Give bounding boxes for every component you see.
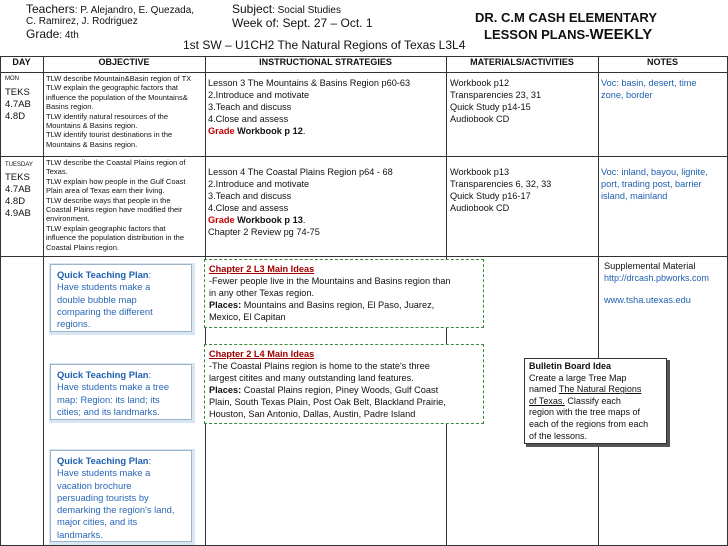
materials-cell: Workbook p12 Transparencies 23, 31 Quick Study p14-15 Audiobook CD: [450, 78, 542, 124]
grade-line: Grade: 4th: [26, 27, 79, 41]
grade-line: Grade Workbook p 13.: [208, 215, 306, 225]
school-title: DR. C.M CASH ELEMENTARY: [475, 10, 657, 25]
supplemental-section: Supplemental Material http://drcash.pbworks.com www.tsha.utexas.edu: [604, 261, 710, 305]
grid-line: [0, 56, 1, 546]
grid-line: [0, 256, 728, 257]
grid-line: [598, 56, 599, 546]
teachers-line-1: Teachers: P. Alejandro, E. Quezada,: [26, 2, 195, 16]
supplemental-link[interactable]: www.tsha.utexas.edu: [604, 295, 691, 305]
main-ideas-box: Chapter 2 L4 Main Ideas -The Coastal Plains region is home to the state's three largest citites and many outstanding land features. Places: Coastal Plains region, Piney Woods, Gulf Coast Plain, South Texas Plain, Post Oak Belt, Blackland Prairie, Houston, San Antonio, Dallas, Austin, Padre Island: [204, 344, 484, 424]
col-header-objective: OBJECTIVE: [98, 57, 150, 67]
notes-cell: Voc: basin, desert, time zone, border: [601, 78, 697, 100]
teks-list: TEKS 4.7AB 4.8D 4.9AB: [5, 172, 31, 219]
objective-cell: TLW describe the Coastal Plains region of Texas. TLW explain how people in the Gulf Coast Plain area of Texas earn their living. TLW describe ways that people in the Coastal Plains region have modified their environment. TLW explain geographic factors that influence the population distribution in the Coastal Plains region.: [46, 158, 186, 252]
unit-line: 1st SW – U1CH2 The Natural Regions of Texas L3L4: [183, 38, 466, 52]
materials-cell: Workbook p13 Transparencies 6, 32, 33 Quick Study p16-17 Audiobook CD: [450, 167, 552, 213]
main-ideas-box: Chapter 2 L3 Main Ideas -Fewer people live in the Mountains and Basins region than in any other Texas region. Places: Mountains and Basins region, El Paso, Juarez, Mexico, El Capitan: [204, 259, 484, 328]
quick-plan-box: Quick Teaching Plan: Have students make a tree map: Region: its land; its cities; and its landmarks.: [50, 364, 192, 420]
day-label: TUESDAY: [5, 162, 33, 168]
strategies-cell: Lesson 3 The Mountains & Basins Region p60-63 2.Introduce and motivate 3.Teach and discuss 4.Close and assess Grade Workbook p 12.: [208, 77, 446, 137]
supplemental-link[interactable]: http://drcash.pbworks.com: [604, 273, 710, 283]
quick-plan-box: Quick Teaching Plan: Have students make a vacation brochure persuading tourists by demarking the region's land, major cities, and its landmarks.: [50, 450, 192, 542]
bulletin-board-box: Bulletin Board Idea Create a large Tree Map named The Natural Regions of Texas. Classify each region with the tree maps of each of the regions from each of the lessons.: [524, 358, 667, 444]
day-label: MON: [5, 76, 19, 82]
quick-plan-box: Quick Teaching Plan: Have students make a double bubble map comparing the different regions.: [50, 264, 192, 332]
objective-cell: TLW describe Mountain&Basin region of TX TLW explain the geographic factors that influence the population of the Mountains& Basins region. TLW identify natural resources of the Mountains & Basins region. TLW identify tourist destinations in the Mountains & Basins region.: [46, 74, 192, 149]
col-header-strategies: INSTRUCTIONAL STRATEGIES: [259, 57, 392, 67]
col-header-notes: NOTES: [646, 57, 678, 67]
strategies-cell: Lesson 4 The Coastal Plains Region p64 - 68 2.Introduce and motivate 3.Teach and discuss 4.Close and assess Grade Workbook p 13. Chapter 2 Review pg 74-75: [208, 166, 446, 238]
week-line: Week of: Sept. 27 – Oct. 1: [232, 16, 373, 30]
teachers-line-2: C. Ramirez, J. Rodriguez: [26, 16, 138, 27]
col-header-day: DAY: [12, 57, 31, 67]
notes-cell: Voc: inland, bayou, lignite, port, trading post, barrier island, mainland: [601, 167, 708, 201]
col-header-materials: MATERIALS/ACTIVITIES: [470, 57, 574, 67]
subject-line: Subject: Social Studies: [232, 2, 341, 16]
grid-line: [0, 156, 728, 157]
teks-list: TEKS 4.7AB 4.8D: [5, 87, 31, 122]
grade-line: Grade Workbook p 12.: [208, 126, 306, 136]
plans-title: LESSON PLANS-WEEKLY: [484, 26, 653, 43]
grid-line: [0, 72, 728, 73]
grid-line: [43, 56, 44, 546]
